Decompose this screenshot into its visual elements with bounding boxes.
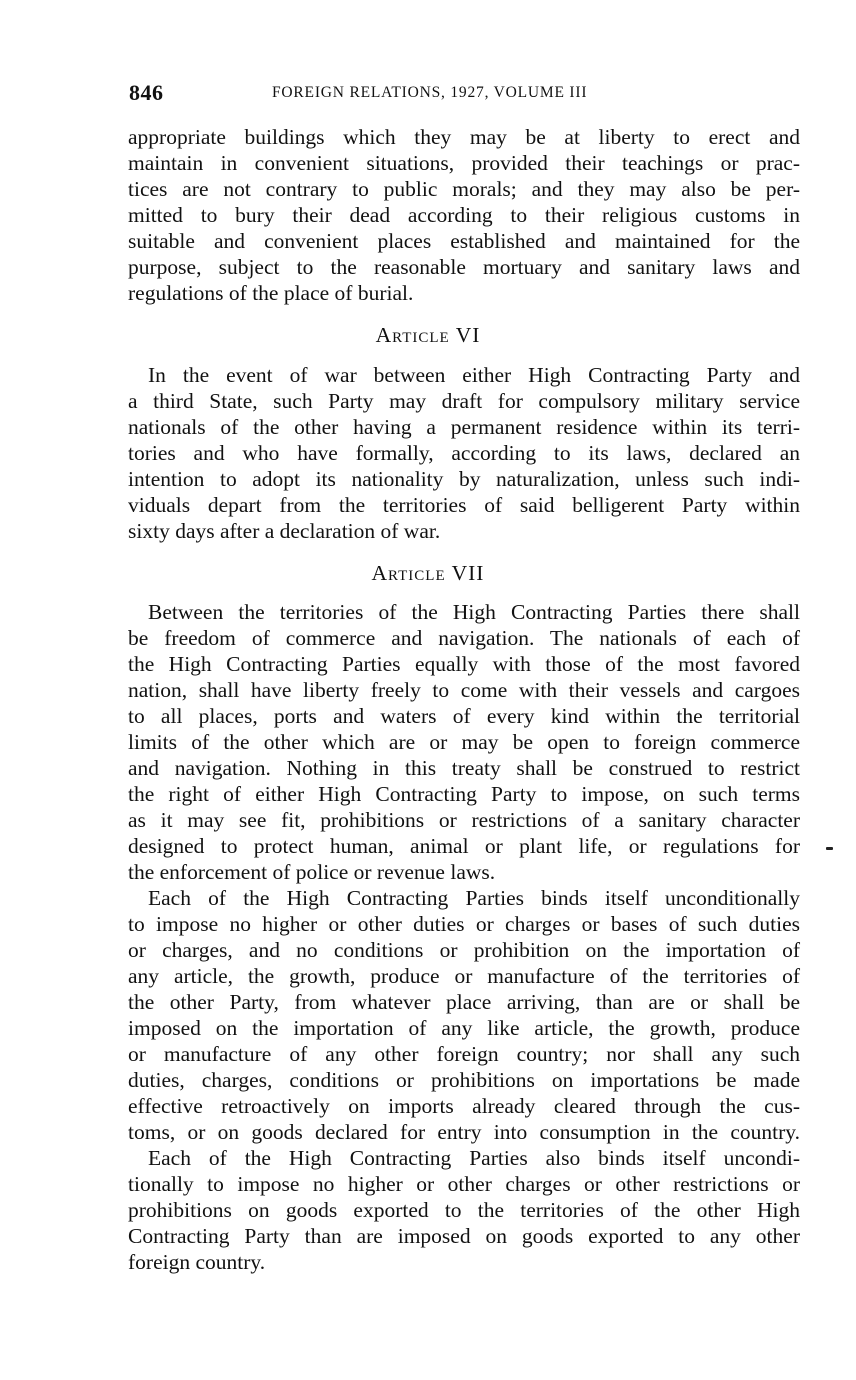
- text-line: maintain in convenient situations, provided their teachings or prac-: [128, 151, 800, 175]
- text-line: or charges, and no conditions or prohibition on the importation of: [128, 938, 800, 962]
- text-line: appropriate buildings which they may be at liberty to erect and: [128, 125, 800, 149]
- text-line: or manufacture of any other foreign country; nor shall any such: [128, 1042, 800, 1066]
- article-vii-heading: Article VII: [371, 561, 485, 585]
- text-line: tionally to impose no higher or other charges or other restrictions or: [128, 1172, 800, 1196]
- text-line: toms, or on goods declared for entry into consumption in the country.: [128, 1120, 800, 1144]
- text-line: suitable and convenient places established and maintained for the: [128, 229, 800, 253]
- text-line: foreign country.: [128, 1250, 266, 1274]
- text-line: a third State, such Party may draft for compulsory military service: [128, 389, 800, 413]
- text-line: Each of the High Contracting Parties also binds itself uncondi-: [148, 1146, 800, 1170]
- article-vii-paragraph-1: [128, 599, 800, 885]
- text-line: viduals depart from the territories of said belligerent Party within: [128, 493, 800, 517]
- text-line: any article, the growth, produce or manufacture of the territories of: [128, 964, 800, 988]
- text-line: Contracting Party than are imposed on goods exported to any other: [128, 1224, 800, 1248]
- margin-mark: [826, 847, 833, 850]
- text-line: and navigation. Nothing in this treaty shall be construed to restrict: [128, 756, 800, 780]
- text-line: sixty days after a declaration of war.: [128, 519, 441, 543]
- text-line: regulations of the place of burial.: [128, 281, 414, 305]
- text-line: be freedom of commerce and navigation. The nationals of each of: [128, 626, 800, 650]
- text-line: to all places, ports and waters of every kind within the territorial: [128, 704, 800, 728]
- article-vi-paragraph: [128, 362, 800, 544]
- text-line: the right of either High Contracting Party to impose, on such terms: [128, 782, 800, 806]
- continuation-paragraph: [128, 124, 800, 306]
- page-number: 846: [129, 80, 164, 105]
- page-header: [129, 80, 673, 110]
- text-line: duties, charges, conditions or prohibitions on importations be made: [128, 1068, 800, 1092]
- text-line: purpose, subject to the reasonable mortuary and sanitary laws and: [128, 255, 800, 279]
- text-line: nationals of the other having a permanent residence within its terri-: [128, 415, 800, 439]
- text-line: designed to protect human, animal or plant life, or regulations for: [128, 834, 800, 858]
- article-vii-paragraph-2: [128, 885, 800, 1145]
- text-line: the enforcement of police or revenue laws.: [128, 860, 496, 884]
- text-line: to impose no higher or other duties or charges or bases of such duties: [128, 912, 800, 936]
- text-line: mitted to bury their dead according to their religious customs in: [128, 203, 800, 227]
- text-line: Each of the High Contracting Parties binds itself unconditionally: [148, 886, 800, 910]
- text-line: limits of the other which are or may be open to foreign commerce: [128, 730, 800, 754]
- text-line: tories and who have formally, according to its laws, declared an: [128, 441, 800, 465]
- article-vii-paragraph-3: [128, 1145, 800, 1275]
- text-line: In the event of war between either High Contracting Party and: [148, 363, 800, 387]
- running-head: FOREIGN RELATIONS, 1927, VOLUME III: [272, 84, 588, 101]
- text-line: effective retroactively on imports already cleared through the cus-: [128, 1094, 800, 1118]
- text-line: tices are not contrary to public morals; and they may also be per-: [128, 177, 800, 201]
- text-line: Between the territories of the High Contracting Parties there shall: [148, 600, 800, 624]
- article-vi-heading: Article VI: [375, 323, 481, 347]
- text-line: nation, shall have liberty freely to come with their vessels and cargoes: [128, 678, 800, 702]
- text-line: intention to adopt its nationality by naturalization, unless such indi-: [128, 467, 800, 491]
- text-line: imposed on the importation of any like article, the growth, produce: [128, 1016, 800, 1040]
- text-line: the other Party, from whatever place arriving, than are or shall be: [128, 990, 800, 1014]
- text-line: prohibitions on goods exported to the territories of the other High: [128, 1198, 800, 1222]
- text-line: as it may see fit, prohibitions or restrictions of a sanitary character: [128, 808, 800, 832]
- text-line: the High Contracting Parties equally with those of the most favored: [128, 652, 800, 676]
